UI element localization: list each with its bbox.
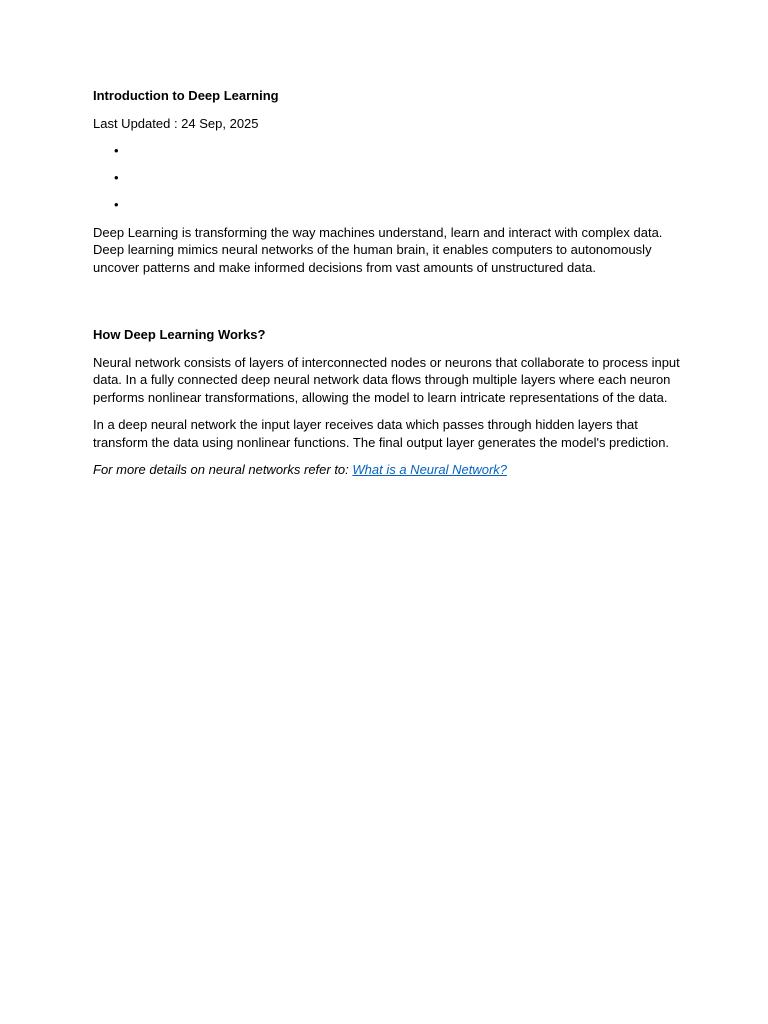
- bullet-icon: •: [114, 143, 119, 158]
- list-item: [93, 169, 683, 187]
- last-updated: Last Updated : 24 Sep, 2025: [93, 115, 259, 131]
- intro-paragraph: Deep Learning is transforming the way machines understand, learn and interact with complex data. Deep learning mimics neural networks of the human brain, it enables computers to autonomously uncover patterns and make informed decisions from vast amounts of unstructured data.: [93, 224, 663, 275]
- list-item: [93, 196, 683, 214]
- list-item: [93, 142, 683, 160]
- section-heading: How Deep Learning Works?: [93, 327, 266, 342]
- bullet-icon: •: [114, 170, 119, 185]
- reference-note-prefix: For more details on neural networks refer to:: [93, 462, 353, 477]
- spacer: [93, 286, 683, 326]
- neural-network-link[interactable]: What is a Neural Network?: [352, 462, 508, 477]
- body-paragraph-2: In a deep neural network the input layer receives data which passes through hidden layers that transform the data using nonlinear functions. The final output layer generates the model's prediction.: [93, 417, 670, 450]
- bullet-icon: •: [114, 197, 119, 212]
- document-page: [93, 87, 683, 489]
- article-title: Introduction to Deep Learning: [93, 88, 279, 103]
- body-paragraph-1: Neural network consists of layers of interconnected nodes or neurons that collaborate to process input data. In a fully connected deep neural network data flows through multiple layers where each neuron performs nonlinear transformations, allowing the model to learn intricate representations of the data.: [93, 354, 680, 405]
- reference-note: [93, 461, 683, 479]
- bullet-list: [93, 142, 683, 214]
